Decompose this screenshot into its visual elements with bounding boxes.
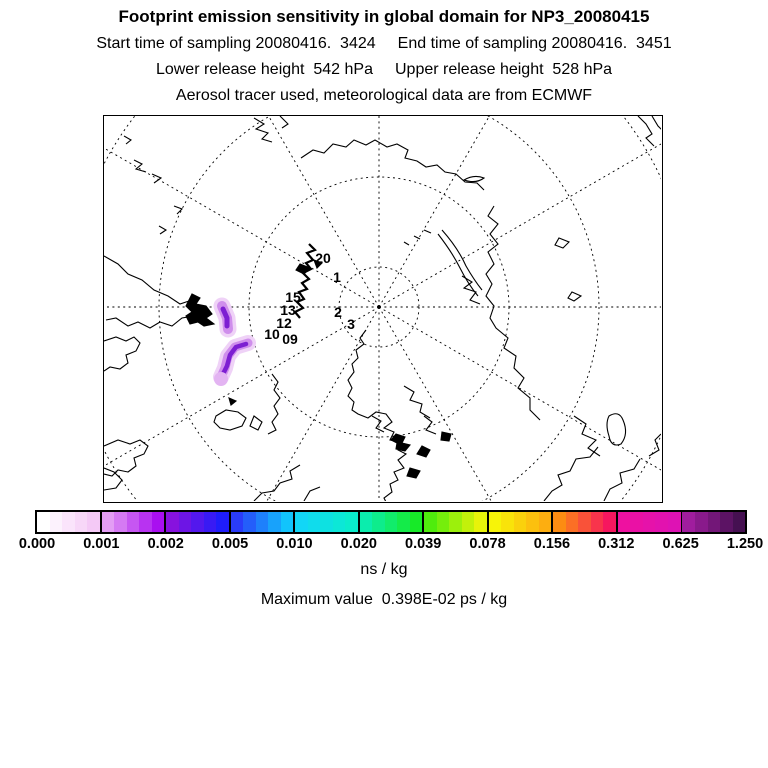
colorbar-stripe xyxy=(37,512,50,532)
colorbar-tick: 0.005 xyxy=(211,536,249,552)
day-label: 10 xyxy=(264,326,280,342)
colorbar-stripe xyxy=(204,512,217,532)
colorbar xyxy=(35,510,747,534)
day-label: 2 xyxy=(334,304,342,320)
colorbar-segment xyxy=(618,512,683,532)
colorbar-stripe xyxy=(87,512,100,532)
colorbar-stripe xyxy=(553,512,566,532)
colorbar-tick: 0.010 xyxy=(276,536,313,552)
colorbar-segment xyxy=(231,512,296,532)
colorbar-stripe xyxy=(372,512,385,532)
sampling-time-line xyxy=(0,35,768,53)
colorbar-segment xyxy=(295,512,360,532)
colorbar-segment xyxy=(424,512,489,532)
day-label: 12 xyxy=(276,315,292,331)
colorbar-stripe xyxy=(127,512,140,532)
colorbar-segment xyxy=(553,512,618,532)
colorbar-stripe xyxy=(114,512,127,532)
colorbar-stripe xyxy=(462,512,475,532)
colorbar-stripe xyxy=(655,512,668,532)
colorbar-stripe xyxy=(191,512,204,532)
start-time-label: Start time of sampling 20080416. 3424 xyxy=(96,35,376,52)
colorbar-stripe xyxy=(720,512,733,532)
graticule xyxy=(104,116,661,501)
tracer-line: Aerosol tracer used, meteorological data are from ECMWF xyxy=(175,87,593,104)
colorbar-stripe xyxy=(295,512,308,532)
colorbar-stripe xyxy=(643,512,656,532)
colorbar-tick-labels xyxy=(18,536,764,556)
colorbar-stripe xyxy=(333,512,346,532)
colorbar-tick: 0.625 xyxy=(662,536,699,552)
colorbar-stripe xyxy=(179,512,192,532)
colorbar-units: ns / kg xyxy=(360,561,408,578)
colorbar-stripe xyxy=(166,512,179,532)
colorbar-tick: 0.039 xyxy=(405,536,442,552)
coastlines xyxy=(104,116,661,501)
sensitivity-plume xyxy=(214,306,248,386)
colorbar-segment xyxy=(489,512,554,532)
colorbar-stripe xyxy=(360,512,373,532)
colorbar-stripe xyxy=(539,512,552,532)
day-label: 20 xyxy=(315,250,331,266)
colorbar-segment xyxy=(360,512,425,532)
colorbar-stripe xyxy=(526,512,539,532)
day-label: 1 xyxy=(333,269,341,285)
colorbar-segment xyxy=(37,512,102,532)
colorbar-stripe xyxy=(397,512,410,532)
colorbar-stripe xyxy=(489,512,502,532)
map-canvas xyxy=(104,116,661,501)
colorbar-stripe xyxy=(410,512,423,532)
colorbar-stripe xyxy=(231,512,244,532)
colorbar-stripe xyxy=(449,512,462,532)
colorbar-stripe xyxy=(733,512,746,532)
colorbar-tick: 0.156 xyxy=(533,536,571,552)
colorbar-segment xyxy=(682,512,745,532)
colorbar-stripe xyxy=(216,512,229,532)
colorbar-stripe xyxy=(591,512,604,532)
colorbar-tick: 1.250 xyxy=(726,536,764,552)
lower-release-label: Lower release height 542 hPa xyxy=(155,61,373,78)
colorbar-stripe xyxy=(385,512,398,532)
colorbar-stripe xyxy=(256,512,269,532)
colorbar-tick: 0.001 xyxy=(83,536,120,552)
colorbar-stripe xyxy=(424,512,437,532)
colorbar-stripe xyxy=(682,512,695,532)
release-height-line xyxy=(0,61,768,79)
colorbar-stripe xyxy=(345,512,358,532)
colorbar-stripe xyxy=(50,512,63,532)
day-label: 13 xyxy=(280,302,296,318)
day-label: 15 xyxy=(285,289,301,305)
polar-map xyxy=(103,115,663,503)
colorbar-segment xyxy=(102,512,167,532)
colorbar-stripe xyxy=(102,512,115,532)
colorbar-stripe xyxy=(152,512,165,532)
colorbar-stripe xyxy=(243,512,256,532)
colorbar-tick: 0.020 xyxy=(340,536,377,552)
upper-release-label: Upper release height 528 hPa xyxy=(395,61,613,78)
colorbar-stripe xyxy=(139,512,152,532)
colorbar-stripe xyxy=(308,512,321,532)
colorbar-stripe xyxy=(62,512,75,532)
colorbar-stripe xyxy=(474,512,487,532)
colorbar-tick: 0.000 xyxy=(18,536,56,552)
page-title: Footprint emission sensitivity in global domain for NP3_20080415 xyxy=(118,7,650,26)
colorbar-stripe xyxy=(630,512,643,532)
colorbar-stripe xyxy=(708,512,721,532)
colorbar-stripe xyxy=(281,512,294,532)
colorbar-stripe xyxy=(75,512,88,532)
colorbar-stripe xyxy=(566,512,579,532)
colorbar-stripe xyxy=(501,512,514,532)
colorbar-tick: 0.312 xyxy=(598,536,635,552)
colorbar-stripe xyxy=(578,512,591,532)
maximum-value-line: Maximum value 0.398E-02 ps / kg xyxy=(260,591,508,608)
colorbar-segment xyxy=(166,512,231,532)
colorbar-stripe xyxy=(320,512,333,532)
end-time-label: End time of sampling 20080416. 3451 xyxy=(397,35,672,52)
colorbar-stripe xyxy=(618,512,631,532)
day-label: 3 xyxy=(347,316,355,332)
colorbar-stripe xyxy=(437,512,450,532)
colorbar-stripe xyxy=(514,512,527,532)
colorbar-stripe xyxy=(603,512,616,532)
colorbar-stripe xyxy=(668,512,681,532)
colorbar-tick: 0.002 xyxy=(147,536,184,552)
colorbar-stripe xyxy=(695,512,708,532)
colorbar-stripe xyxy=(268,512,281,532)
colorbar-tick: 0.078 xyxy=(469,536,506,552)
day-label: 09 xyxy=(282,331,298,347)
